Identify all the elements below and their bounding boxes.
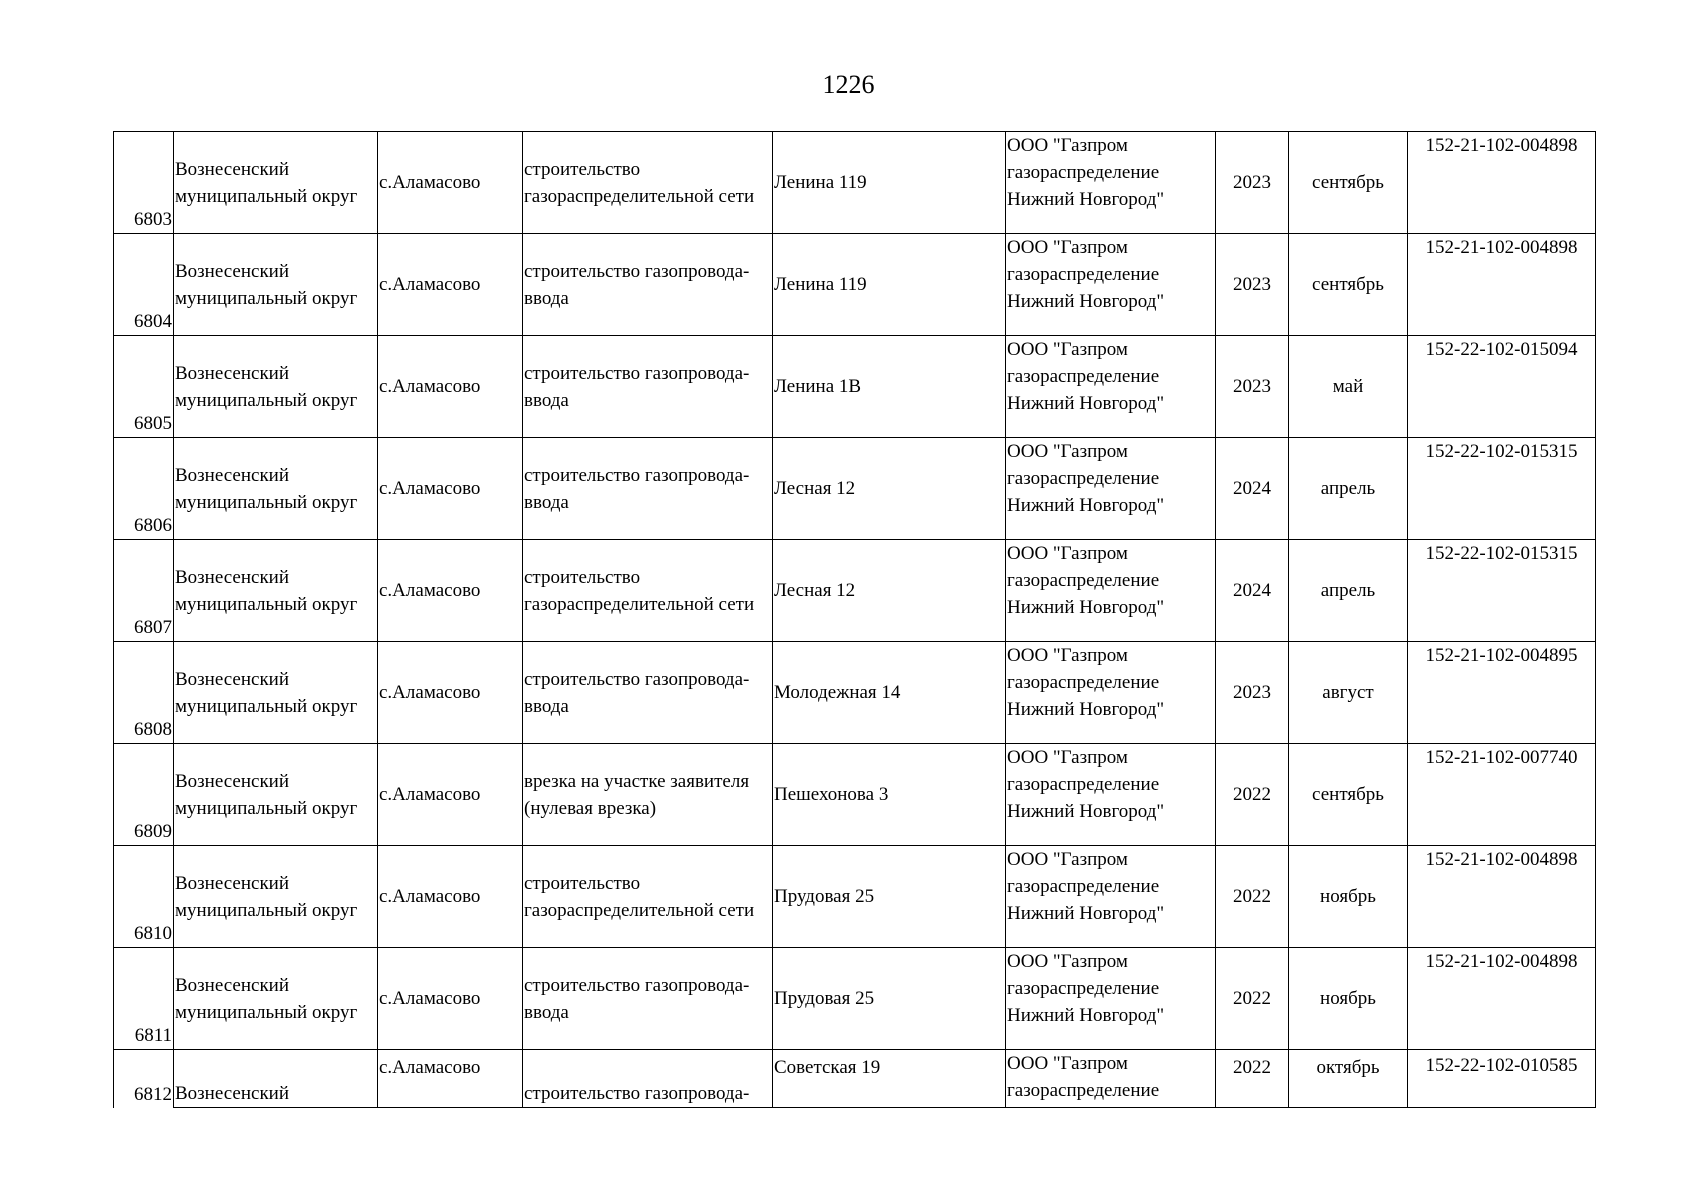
address-cell: Ленина 1В [773, 336, 1006, 438]
village-cell: с.Аламасово [378, 438, 523, 540]
district-cell [174, 234, 378, 336]
row-number-cell: 6805 [114, 336, 174, 438]
work-type-line: строительство [524, 872, 641, 894]
work-type-line: строительство [524, 566, 641, 588]
year-cell: 2024 [1216, 540, 1289, 642]
organization-line: Нижний Новгород" [1007, 495, 1165, 516]
village-cell: с.Аламасово [378, 846, 523, 948]
work-type-line: врезка на участке заявителя [524, 770, 750, 792]
table-row [114, 540, 1596, 642]
row-number-cell: 6804 [114, 234, 174, 336]
month-cell: апрель [1289, 438, 1408, 540]
district-line: Вознесенский [175, 158, 290, 180]
district-line: Вознесенский [175, 260, 290, 282]
organization-line: газораспределение [1007, 570, 1160, 591]
work-type-line: ввода [524, 695, 569, 717]
organization-line: ООО "Газпром [1007, 441, 1128, 462]
district-line: муниципальный округ [175, 287, 358, 309]
contract-code-cell: 152-21-102-004898 [1408, 948, 1596, 1050]
work-type-line: ввода [524, 287, 569, 309]
district-line: муниципальный округ [175, 185, 358, 207]
row-number-cell: 6807 [114, 540, 174, 642]
year-cell: 2024 [1216, 438, 1289, 540]
work-type-line: газораспределительной сети [524, 593, 755, 615]
work-type-line: ввода [524, 1001, 569, 1023]
organization-line: газораспределение [1007, 264, 1160, 285]
village-cell: с.Аламасово [378, 540, 523, 642]
district-line: Вознесенский [175, 770, 290, 792]
work-type-line: газораспределительной сети [524, 185, 755, 207]
organization-line: газораспределение [1007, 162, 1160, 183]
organization-line: ООО "Газпром [1007, 339, 1128, 360]
organization-cell [1006, 234, 1216, 336]
address-cell: Лесная 12 [773, 438, 1006, 540]
district-cell [174, 132, 378, 234]
organization-line: Нижний Новгород" [1007, 597, 1165, 618]
year-cell: 2022 [1216, 744, 1289, 846]
contract-code-cell: 152-21-102-004898 [1408, 846, 1596, 948]
work-type-cell [523, 1050, 773, 1108]
organization-line: ООО "Газпром [1007, 645, 1128, 666]
row-number-cell: 6810 [114, 846, 174, 948]
organization-line: газораспределение [1007, 1080, 1160, 1101]
work-type-line: строительство газопровода- [524, 668, 750, 690]
row-number-cell: 6806 [114, 438, 174, 540]
organization-cell [1006, 336, 1216, 438]
address-cell: Лесная 12 [773, 540, 1006, 642]
contract-code-cell: 152-22-102-015094 [1408, 336, 1596, 438]
month-cell: ноябрь [1289, 846, 1408, 948]
row-number-cell: 6811 [114, 948, 174, 1050]
work-type-line: строительство газопровода- [524, 260, 750, 282]
row-number-cell: 6809 [114, 744, 174, 846]
work-type-line: ввода [524, 389, 569, 411]
organization-cell [1006, 642, 1216, 744]
address-cell: Прудовая 25 [773, 846, 1006, 948]
district-line: Вознесенский [175, 464, 290, 486]
work-type-line: газораспределительной сети [524, 899, 755, 921]
organization-line: Нижний Новгород" [1007, 801, 1165, 822]
work-type-cell [523, 336, 773, 438]
organization-cell [1006, 540, 1216, 642]
table-row [114, 846, 1596, 948]
district-cell [174, 540, 378, 642]
contract-code-cell: 152-21-102-004898 [1408, 132, 1596, 234]
organization-line: Нижний Новгород" [1007, 1005, 1165, 1026]
organization-line: ООО "Газпром [1007, 849, 1128, 870]
organization-line: Нижний Новгород" [1007, 699, 1165, 720]
district-cell [174, 948, 378, 1050]
table-row [114, 438, 1596, 540]
organization-line: газораспределение [1007, 774, 1160, 795]
table-row [114, 1050, 1596, 1108]
village-cell: с.Аламасово [378, 132, 523, 234]
month-cell: апрель [1289, 540, 1408, 642]
work-type-cell [523, 540, 773, 642]
organization-line: газораспределение [1007, 978, 1160, 999]
year-cell: 2022 [1216, 948, 1289, 1050]
district-line: муниципальный округ [175, 797, 358, 819]
work-type-line: (нулевая врезка) [524, 797, 657, 819]
gasification-register-table [113, 131, 1596, 1108]
district-cell [174, 1050, 378, 1108]
organization-line: ООО "Газпром [1007, 1053, 1128, 1074]
table-body [114, 132, 1596, 1108]
district-cell [174, 642, 378, 744]
district-line: муниципальный округ [175, 593, 358, 615]
year-cell: 2023 [1216, 234, 1289, 336]
village-cell: с.Аламасово [378, 336, 523, 438]
work-type-line: ввода [524, 491, 569, 513]
village-cell: с.Аламасово [378, 642, 523, 744]
row-number-cell: 6808 [114, 642, 174, 744]
work-type-cell [523, 846, 773, 948]
work-type-line: строительство газопровода- [524, 974, 750, 996]
address-cell: Советская 19 [773, 1050, 1006, 1108]
year-cell: 2023 [1216, 336, 1289, 438]
month-cell: май [1289, 336, 1408, 438]
month-cell: октябрь [1289, 1050, 1408, 1108]
district-cell [174, 744, 378, 846]
district-line: муниципальный округ [175, 695, 358, 717]
organization-cell [1006, 846, 1216, 948]
work-type-cell [523, 642, 773, 744]
year-cell: 2023 [1216, 642, 1289, 744]
table-row [114, 234, 1596, 336]
district-line: муниципальный округ [175, 1001, 358, 1023]
address-cell: Молодежная 14 [773, 642, 1006, 744]
work-type-line: строительство газопровода- [524, 1083, 750, 1104]
organization-line: ООО "Газпром [1007, 543, 1128, 564]
organization-line: ООО "Газпром [1007, 747, 1128, 768]
village-cell: с.Аламасово [378, 1050, 523, 1108]
district-line: Вознесенский [175, 872, 290, 894]
organization-cell [1006, 438, 1216, 540]
district-line: муниципальный округ [175, 389, 358, 411]
table-row [114, 948, 1596, 1050]
table-row [114, 132, 1596, 234]
organization-line: ООО "Газпром [1007, 237, 1128, 258]
district-line: Вознесенский [175, 566, 290, 588]
page-number: 1226 [822, 70, 875, 99]
address-cell: Ленина 119 [773, 234, 1006, 336]
organization-line: Нижний Новгород" [1007, 903, 1165, 924]
district-cell [174, 438, 378, 540]
address-cell: Пешехонова 3 [773, 744, 1006, 846]
work-type-cell [523, 234, 773, 336]
district-line: муниципальный округ [175, 491, 358, 513]
work-type-line: строительство газопровода- [524, 362, 750, 384]
year-cell: 2022 [1216, 1050, 1289, 1108]
organization-cell [1006, 744, 1216, 846]
organization-line: газораспределение [1007, 876, 1160, 897]
month-cell: ноябрь [1289, 948, 1408, 1050]
organization-cell [1006, 1050, 1216, 1108]
district-line: Вознесенский [175, 974, 290, 996]
month-cell: сентябрь [1289, 234, 1408, 336]
organization-line: газораспределение [1007, 468, 1160, 489]
district-line: муниципальный округ [175, 899, 358, 921]
contract-code-cell: 152-21-102-004898 [1408, 234, 1596, 336]
organization-line: газораспределение [1007, 366, 1160, 387]
contract-code-cell: 152-22-102-010585 [1408, 1050, 1596, 1108]
organization-line: ООО "Газпром [1007, 135, 1128, 156]
district-line: Вознесенский [175, 362, 290, 384]
contract-code-cell: 152-22-102-015315 [1408, 438, 1596, 540]
work-type-line: строительство [524, 158, 641, 180]
district-line: Вознесенский [175, 1083, 290, 1104]
contract-code-cell: 152-21-102-004895 [1408, 642, 1596, 744]
row-number-cell: 6812 [114, 1050, 174, 1108]
district-cell [174, 846, 378, 948]
district-line: Вознесенский [175, 668, 290, 690]
contract-code-cell: 152-21-102-007740 [1408, 744, 1596, 846]
village-cell: с.Аламасово [378, 234, 523, 336]
row-number-cell: 6803 [114, 132, 174, 234]
address-cell: Прудовая 25 [773, 948, 1006, 1050]
work-type-cell [523, 948, 773, 1050]
work-type-line: строительство газопровода- [524, 464, 750, 486]
village-cell: с.Аламасово [378, 744, 523, 846]
organization-line: ООО "Газпром [1007, 951, 1128, 972]
year-cell: 2022 [1216, 846, 1289, 948]
table-row [114, 642, 1596, 744]
address-cell: Ленина 119 [773, 132, 1006, 234]
organization-line: Нижний Новгород" [1007, 291, 1165, 312]
month-cell: сентябрь [1289, 132, 1408, 234]
month-cell: сентябрь [1289, 744, 1408, 846]
work-type-cell [523, 132, 773, 234]
year-cell: 2023 [1216, 132, 1289, 234]
work-type-cell [523, 744, 773, 846]
organization-line: Нижний Новгород" [1007, 393, 1165, 414]
district-cell [174, 336, 378, 438]
village-cell: с.Аламасово [378, 948, 523, 1050]
work-type-cell [523, 438, 773, 540]
month-cell: август [1289, 642, 1408, 744]
table-row [114, 744, 1596, 846]
table-row [114, 336, 1596, 438]
organization-line: газораспределение [1007, 672, 1160, 693]
organization-line: Нижний Новгород" [1007, 189, 1165, 210]
organization-cell [1006, 132, 1216, 234]
contract-code-cell: 152-22-102-015315 [1408, 540, 1596, 642]
organization-cell [1006, 948, 1216, 1050]
